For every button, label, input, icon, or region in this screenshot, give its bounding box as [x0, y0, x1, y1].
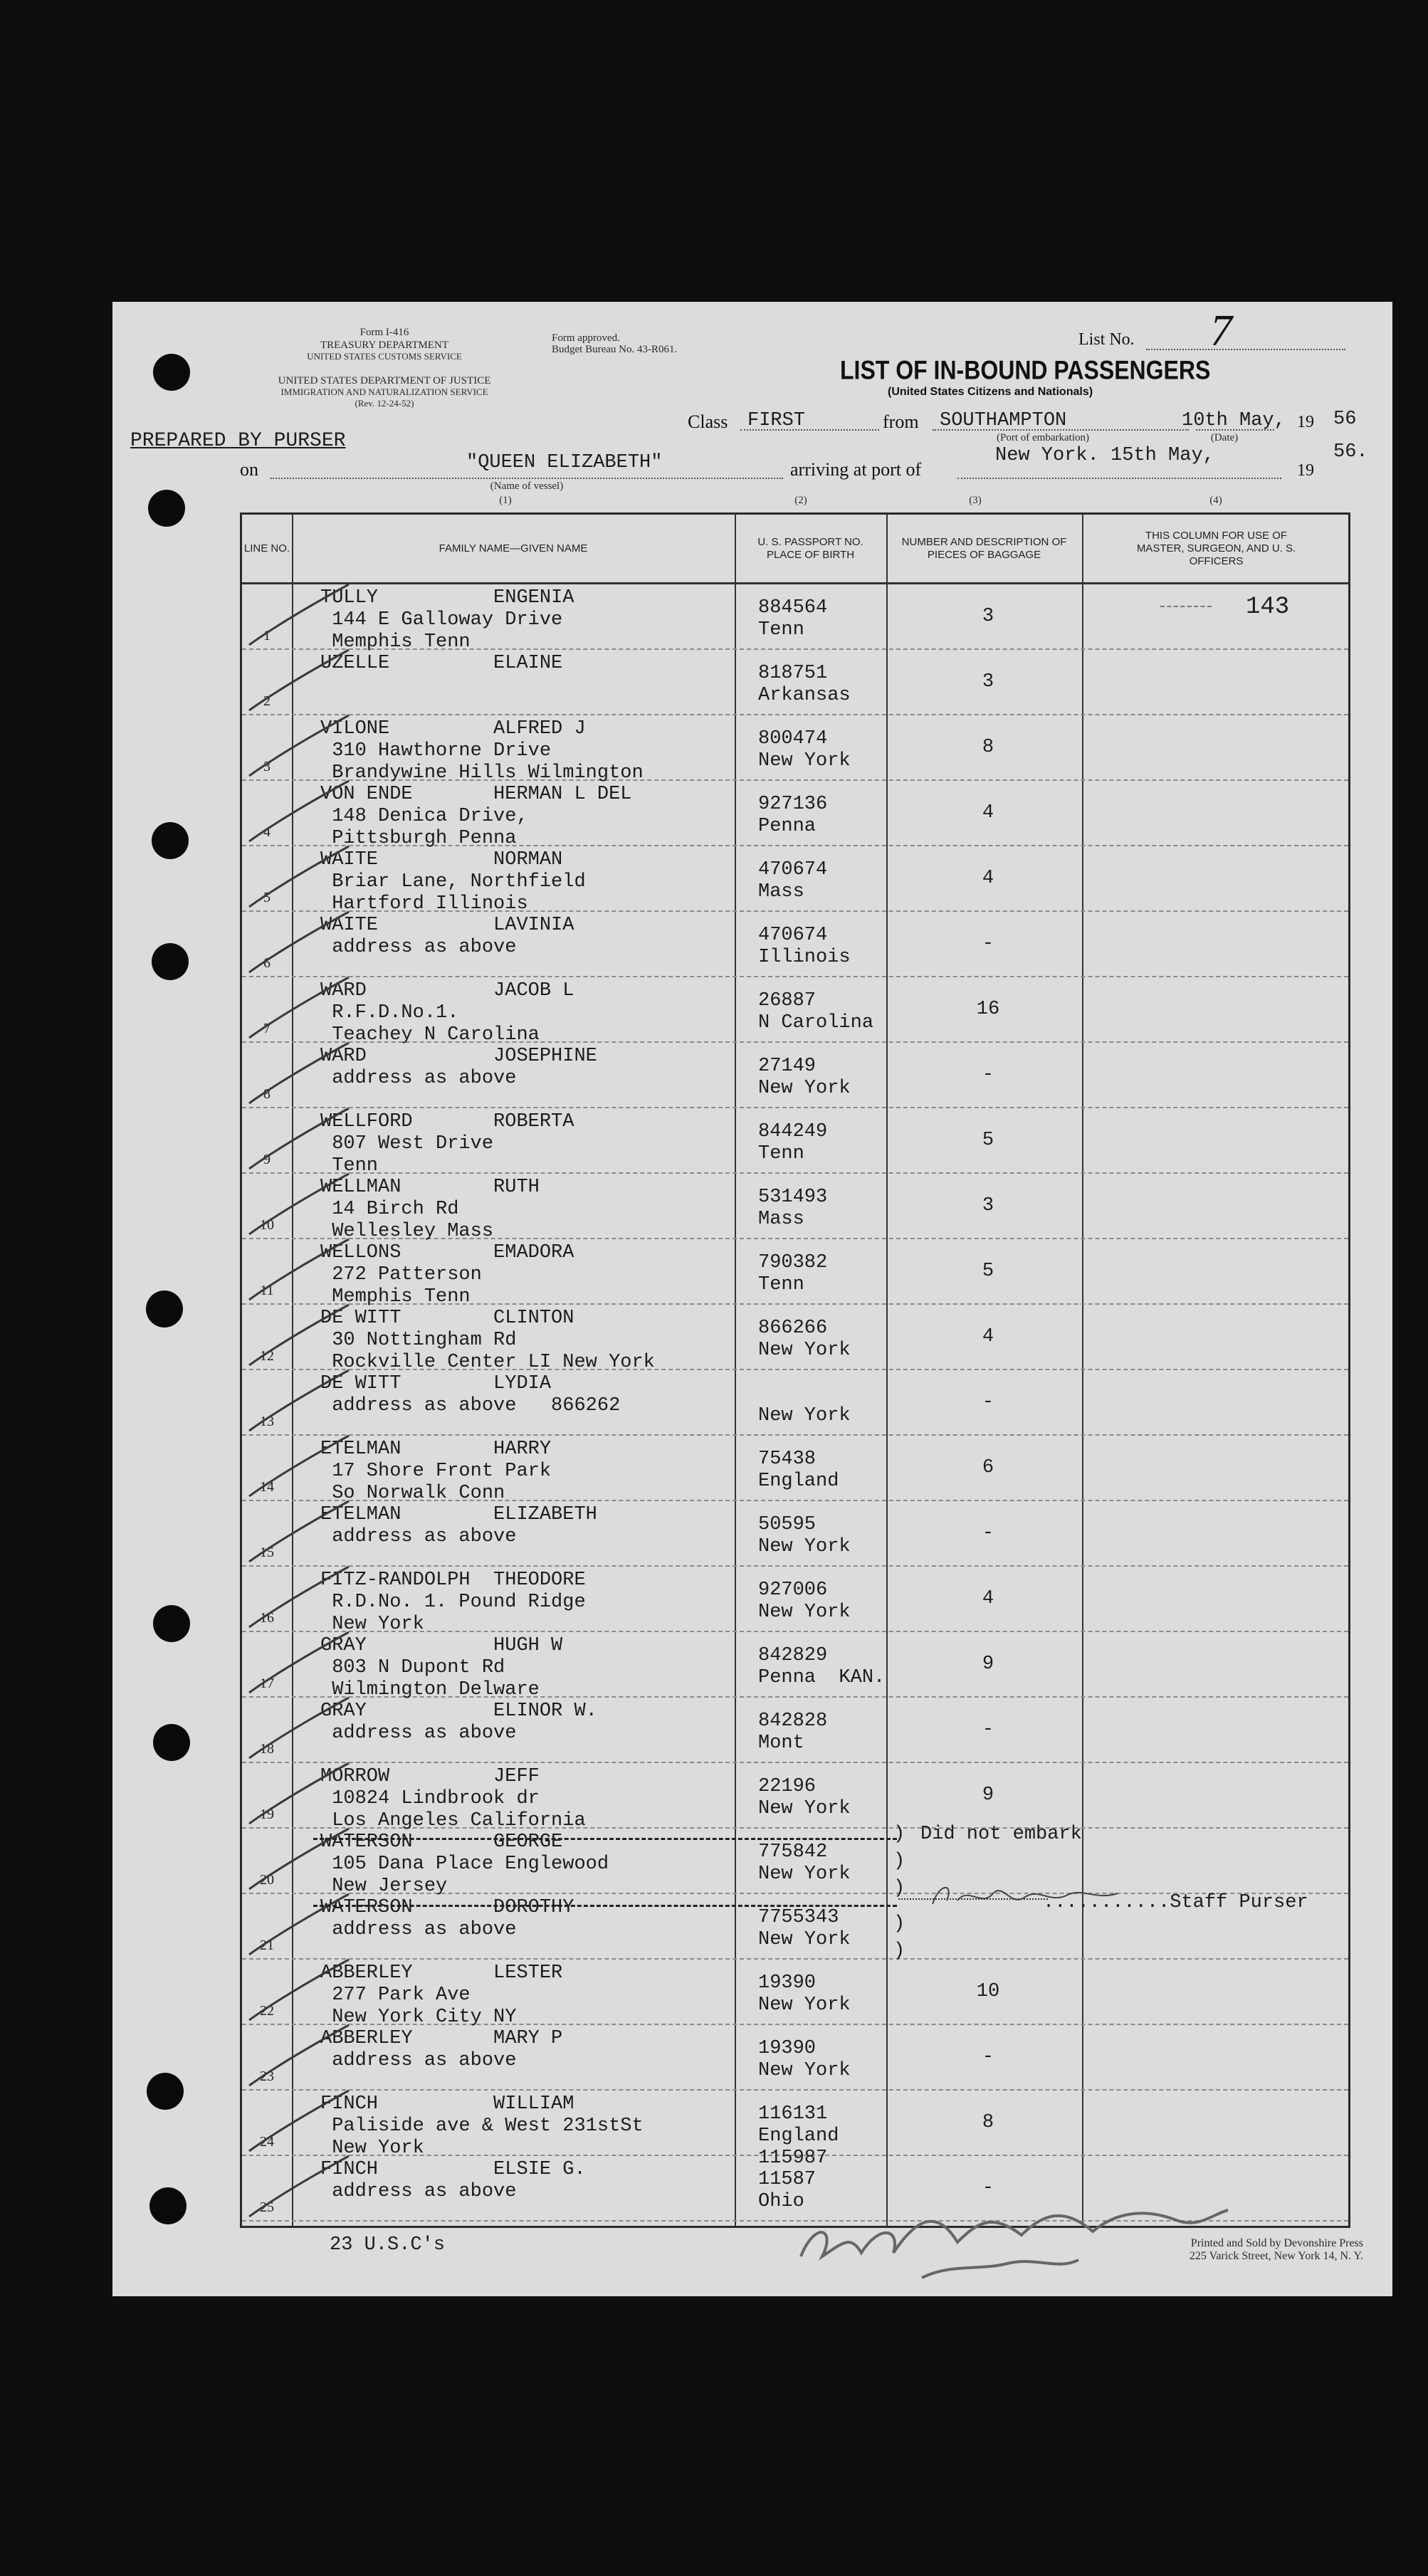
line-number: 21: [260, 1938, 274, 1953]
punch-hole: [149, 2187, 187, 2224]
line-number: 22: [260, 2003, 274, 2019]
bracket-2: ): [893, 1851, 905, 1872]
punch-hole: [153, 354, 190, 391]
line-number: 17: [260, 1676, 274, 1691]
line-number: 23: [260, 2068, 274, 2084]
passenger-name-address: ABBERLEY MARY P address as above: [320, 2028, 563, 2071]
arrival-line: [957, 478, 1281, 479]
table-row: [242, 1960, 1348, 2028]
passenger-name-address: VON ENDE HERMAN L DEL 148 Denica Drive, Pittsburgh Penna: [320, 784, 632, 849]
bracket-5: ): [893, 1940, 905, 1962]
line-number: 3: [263, 759, 271, 774]
punch-hole: [153, 1605, 190, 1642]
line-number: 11: [260, 1283, 274, 1298]
line-number: 25: [260, 2199, 274, 2215]
passenger-name-address: WARD JACOB L R.F.D.No.1. Teachey N Carolina: [320, 980, 574, 1046]
passport-birthplace: 19390 New York: [758, 2038, 851, 2081]
date-caption: (Date): [1210, 432, 1239, 443]
staff-purser-line: ...........Staff Purser: [1043, 1892, 1308, 1913]
passenger-name-address: VILONE ALFRED J 310 Hawthorne Drive Brandywine Hills Wilmington: [320, 718, 644, 784]
passport-birthplace: 470674 Mass: [758, 859, 828, 903]
baggage-count: -: [982, 933, 994, 955]
list-no-value: 7: [1210, 307, 1232, 355]
line-number: 20: [260, 1872, 274, 1888]
passenger-name-address: MORROW JEFF 10824 Lindbrook dr Los Angeles California: [320, 1766, 586, 1831]
baggage-count: 5: [982, 1130, 994, 1151]
form-revision: (Rev. 12-24-52): [355, 398, 414, 409]
date-value: 10th May,: [1182, 410, 1286, 431]
treasury-dept: TREASURY DEPARTMENT: [320, 340, 449, 351]
line-number: 8: [263, 1086, 271, 1102]
embarkation-caption: (Port of embarkation): [997, 432, 1089, 443]
baggage-count: 6: [982, 1457, 994, 1478]
line-number: 19: [260, 1807, 274, 1822]
table-row: [242, 584, 1348, 653]
prepared-by: PREPARED BY PURSER: [130, 430, 346, 452]
passenger-name-address: WAITE NORMAN Briar Lane, Northfield Hartford Illinois: [320, 849, 586, 915]
passenger-name-address: UZELLE ELAINE: [320, 653, 563, 674]
col3-number: (3): [969, 495, 982, 506]
passport-birthplace: 927136 Penna: [758, 794, 828, 837]
passenger-name-address: WELLONS EMADORA 272 Patterson Memphis Tenn: [320, 1242, 574, 1308]
passenger-name-address: FINCH WILLIAM Paliside ave & West 231stSt New York: [320, 2093, 644, 2159]
passport-birthplace: 531493 Mass: [758, 1187, 828, 1230]
bracket-1: ): [893, 1824, 905, 1845]
passport-birthplace: 884564 Tenn: [758, 597, 828, 641]
table-row: [242, 1108, 1348, 1177]
list-no-label: List No.: [1078, 330, 1135, 349]
passport-birthplace: 818751 Arkansas: [758, 663, 851, 706]
bracket-3: ): [893, 1878, 905, 1899]
passenger-name-address: ETELMAN ELIZABETH address as above: [320, 1504, 597, 1547]
passport-birthplace: 800474 New York: [758, 728, 851, 772]
passenger-name-address: ABBERLEY LESTER 277 Park Ave New York City NY: [320, 1962, 563, 2028]
did-not-embark-note: Did not embark: [920, 1824, 1082, 1845]
officer-note: 143: [1246, 594, 1290, 621]
passport-birthplace: 27149 New York: [758, 1056, 851, 1099]
line-number: 14: [260, 1479, 274, 1495]
line-number: 7: [263, 1021, 271, 1036]
printer-line-1: Printed and Sold by Devonshire Press: [1190, 2237, 1363, 2249]
line-number: 10: [260, 1217, 274, 1233]
table-row: [242, 912, 1348, 977]
table-row: [242, 2025, 1348, 2091]
table-row: [242, 846, 1348, 915]
list-no-line: [1146, 349, 1345, 350]
officer-signature: [794, 2192, 1235, 2292]
line-number: 13: [260, 1414, 274, 1429]
baggage-count: 9: [982, 1784, 994, 1806]
baggage-count: 16: [976, 999, 1000, 1020]
table-row: [242, 1436, 1348, 1504]
passport-birthplace: New York: [758, 1405, 851, 1426]
form-title: LIST OF IN-BOUND PASSENGERS: [840, 355, 1211, 385]
baggage-count: 10: [976, 1981, 1000, 2002]
punch-hole: [147, 2073, 184, 2110]
punch-hole: [152, 943, 189, 980]
passenger-table: [240, 512, 1350, 2228]
bracket-4: ): [893, 1913, 905, 1935]
customs-service: UNITED STATES CUSTOMS SERVICE: [307, 351, 462, 362]
passport-birthplace: 75438 England: [758, 1449, 839, 1492]
table-row: [242, 781, 1348, 849]
vessel-line: [271, 478, 783, 479]
passenger-name-address: DE WITT LYDIA address as above 866262: [320, 1373, 621, 1416]
passport-birthplace: 116131 England 115987: [758, 2103, 839, 2169]
baggage-count: 4: [982, 802, 994, 824]
arrival-value: New York. 15th May,: [995, 445, 1214, 466]
passport-birthplace: 842829 Penna KAN.: [758, 1645, 886, 1688]
baggage-count: -: [982, 1719, 994, 1740]
passport-birthplace: 790382 Tenn: [758, 1252, 828, 1295]
table-row: [242, 1043, 1348, 1108]
passenger-name-address: ETELMAN HARRY 17 Shore Front Park So Norwalk Conn: [320, 1439, 552, 1504]
table-row: [242, 1239, 1348, 1308]
punch-hole: [148, 490, 185, 527]
baggage-count: -: [982, 1392, 994, 1413]
passenger-name-address: DE WITT CLINTON 30 Nottingham Rd Rockville Center LI New York: [320, 1308, 655, 1373]
punch-hole: [153, 1724, 190, 1761]
passport-birthplace: 11587 Ohio: [758, 2169, 817, 2212]
passenger-name-address: GRAY HUGH W 803 N Dupont Rd Wilmington Delware: [320, 1635, 563, 1700]
header-line-no: LINE NO.: [243, 542, 290, 554]
line-number: 24: [260, 2134, 274, 2150]
baggage-count: 9: [982, 1654, 994, 1675]
table-row: [242, 1567, 1348, 1635]
year-prefix-1: 19: [1297, 413, 1314, 431]
passport-birthplace: 26887 N Carolina: [758, 990, 874, 1034]
baggage-count: 3: [982, 671, 994, 693]
punch-hole: [146, 1290, 183, 1328]
passenger-name-address: TULLY ENGENIA 144 E Galloway Drive Memphis Tenn: [320, 587, 574, 653]
baggage-count: 4: [982, 1588, 994, 1609]
passport-birthplace: 22196 New York: [758, 1776, 851, 1819]
budget-bureau: Budget Bureau No. 43-R061.: [552, 344, 678, 355]
passport-birthplace: 844249 Tenn: [758, 1121, 828, 1165]
passenger-name-address: WELLFORD ROBERTA 807 West Drive Tenn: [320, 1111, 574, 1177]
passenger-name-address: WARD JOSEPHINE address as above: [320, 1046, 597, 1089]
passenger-name-address: WAITE LAVINIA address as above: [320, 915, 574, 958]
from-label: from: [883, 411, 919, 432]
passenger-name-address: WELLMAN RUTH 14 Birch Rd Wellesley Mass: [320, 1177, 540, 1242]
table-row: [242, 1174, 1348, 1242]
passenger-rows: [242, 584, 1348, 2225]
passport-birthplace: 50595 New York: [758, 1514, 851, 1557]
class-label: Class: [688, 411, 728, 432]
line-number: 9: [263, 1152, 271, 1167]
passport-birthplace: 775842 New York: [758, 1841, 851, 1885]
col4-number: (4): [1209, 495, 1222, 506]
line-number: 5: [263, 890, 271, 905]
baggage-count: 3: [982, 606, 994, 627]
line-number: 12: [260, 1348, 274, 1364]
line-number: 16: [260, 1610, 274, 1626]
year-prefix-2: 19: [1297, 461, 1314, 480]
table-row: [242, 715, 1348, 784]
form-number: Form I-416: [359, 327, 409, 338]
baggage-count: 8: [982, 2112, 994, 2133]
passenger-name-address: FITZ-RANDOLPH THEODORE R.D.No. 1. Pound Ridge New York: [320, 1570, 586, 1635]
baggage-count: 4: [982, 868, 994, 889]
printer-line-2: 225 Varick Street, New York 14, N. Y.: [1189, 2250, 1363, 2262]
total-citizens: 23 U.S.C's: [330, 2234, 446, 2256]
form-approved: Form approved.: [552, 332, 620, 344]
line-number: 6: [263, 955, 271, 971]
vessel-caption: (Name of vessel): [490, 480, 564, 492]
baggage-count: 8: [982, 737, 994, 758]
baggage-count: -: [982, 1064, 994, 1085]
form-subtitle: (United States Citizens and Nationals): [888, 386, 1093, 398]
punch-hole: [152, 822, 189, 859]
line-number: 1: [263, 628, 271, 643]
header-officers: THIS COLUMN FOR USE OF MASTER, SURGEON, AND U. S. OFFICERS: [1136, 529, 1296, 567]
table-row: [242, 1698, 1348, 1763]
table-row: [242, 977, 1348, 1046]
table-row: [242, 1370, 1348, 1436]
passport-birthplace: 842828 Mont: [758, 1710, 828, 1754]
line-number: 2: [263, 693, 271, 709]
passport-birthplace: 470674 Illinois: [758, 925, 851, 968]
class-value: FIRST: [747, 410, 806, 431]
arriving-label: arriving at port of: [790, 459, 922, 480]
baggage-count: -: [982, 2046, 994, 2068]
table-row: [242, 650, 1348, 715]
table-row: [242, 1305, 1348, 1373]
table-row: [242, 2091, 1348, 2169]
purser-signature: [925, 1879, 1125, 1915]
vessel-name: "QUEEN ELIZABETH": [466, 452, 663, 473]
header-passport: U. S. PASSPORT NO. PLACE OF BIRTH: [757, 535, 863, 561]
passenger-name-address: WATERSON DOROTHY address as above: [320, 1897, 574, 1940]
passport-birthplace: 866266 New York: [758, 1318, 851, 1361]
baggage-count: 3: [982, 1195, 994, 1216]
line-number: 4: [263, 824, 271, 840]
justice-dept: UNITED STATES DEPARTMENT OF JUSTICE: [278, 375, 491, 387]
passport-birthplace: 927006 New York: [758, 1579, 851, 1623]
passenger-name-address: FINCH ELSIE G. address as above: [320, 2159, 586, 2202]
baggage-count: -: [982, 1523, 994, 1544]
on-label: on: [240, 459, 258, 480]
passenger-name-address: WATERSON GEORGE 105 Dana Place Englewood New Jersey: [320, 1831, 609, 1897]
baggage-count: 5: [982, 1261, 994, 1282]
table-row: [242, 1632, 1348, 1698]
header-name: FAMILY NAME—GIVEN NAME: [439, 542, 588, 554]
line-number: 15: [260, 1545, 274, 1560]
year-value-1: 56: [1333, 409, 1357, 430]
baggage-count: 4: [982, 1326, 994, 1347]
table-row: [242, 1763, 1348, 1829]
year-value-2: 56.: [1333, 441, 1368, 463]
table-row: [242, 1501, 1348, 1567]
from-value: SOUTHAMPTON: [940, 410, 1067, 431]
col1-number: (1): [499, 495, 512, 506]
header-baggage: NUMBER AND DESCRIPTION OF PIECES OF BAGGAGE: [901, 535, 1067, 561]
baggage-count: -: [982, 2177, 994, 2199]
passport-birthplace: 7755343 New York: [758, 1907, 851, 1950]
line-number: 18: [260, 1741, 274, 1757]
ins-service: IMMIGRATION AND NATURALIZATION SERVICE: [280, 387, 488, 397]
col2-number: (2): [794, 495, 807, 506]
passport-birthplace: 19390 New York: [758, 1972, 851, 2016]
passenger-name-address: GRAY ELINOR W. address as above: [320, 1700, 597, 1744]
